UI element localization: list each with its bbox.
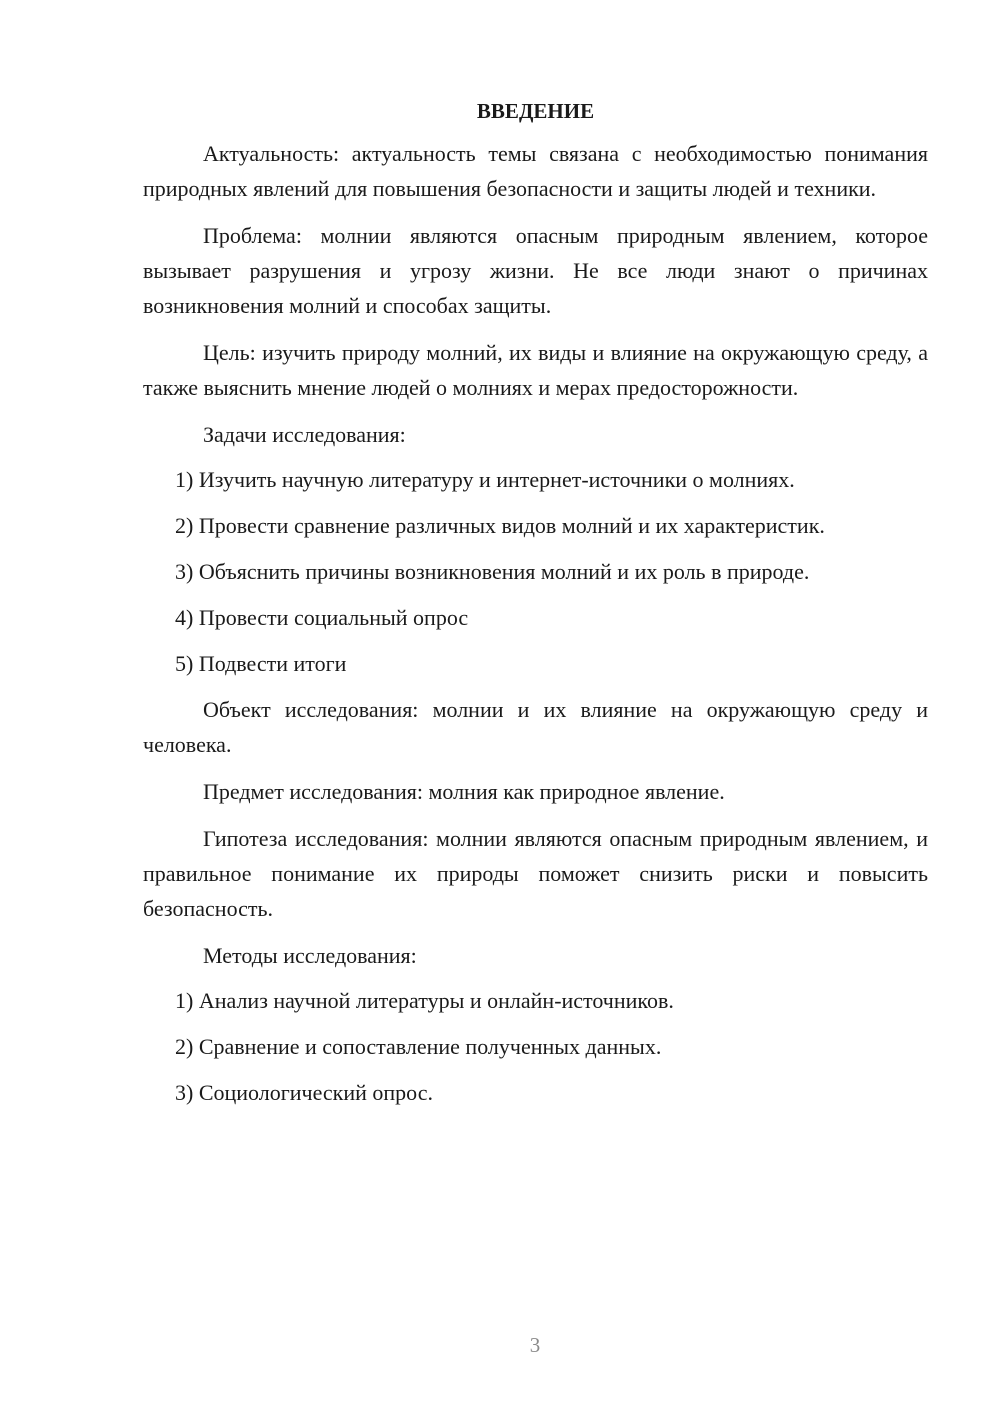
tasks-heading: Задачи исследования:	[203, 422, 406, 447]
list-item: 2) Провести сравнение различных видов молний и их характеристик.	[175, 513, 825, 538]
list-item: 5) Подвести итоги	[175, 651, 347, 676]
list-item: 1) Изучить научную литературу и интернет-источники о молниях.	[175, 467, 795, 492]
paragraph-problem: Проблема: молнии являются опасным природным явлением, которое вызывает разрушения и угрозу жизни. Не все люди знают о причинах возникновения молний и способах защиты.	[143, 223, 928, 318]
list-item: 3) Объяснить причины возникновения молний и их роль в природе.	[175, 559, 810, 584]
paragraph-object: Объект исследования: молнии и их влияние на окружающую среду и человека.	[143, 697, 928, 757]
list-item: 4) Провести социальный опрос	[175, 605, 469, 630]
paragraph-goal: Цель: изучить природу молний, их виды и влияние на окружающую среду, а также выяснить мнение людей о молниях и мерах предосторожности.	[143, 340, 928, 400]
list-item: 3) Социологический опрос.	[175, 1080, 433, 1105]
methods-list	[143, 983, 928, 1110]
section-title: ВВЕДЕНИЕ	[476, 99, 595, 123]
list-item: 1) Анализ научной литературы и онлайн-источников.	[175, 988, 674, 1013]
paragraph-hypothesis: Гипотеза исследования: молнии являются опасным природным явлением, и правильное понимание их природы поможет снизить риски и повысить безопасность.	[143, 826, 928, 921]
page-number: 3	[529, 1333, 541, 1357]
tasks-list	[143, 462, 928, 681]
paragraph-subject: Предмет исследования: молния как природное явление.	[203, 779, 725, 804]
methods-heading: Методы исследования:	[203, 943, 417, 968]
paragraph-relevance: Актуальность: актуальность темы связана с необходимостью понимания природных явлений для повышения безопасности и защиты людей и техники.	[143, 141, 928, 201]
list-item: 2) Сравнение и сопоставление полученных данных.	[175, 1034, 662, 1059]
page-content	[143, 96, 928, 1121]
